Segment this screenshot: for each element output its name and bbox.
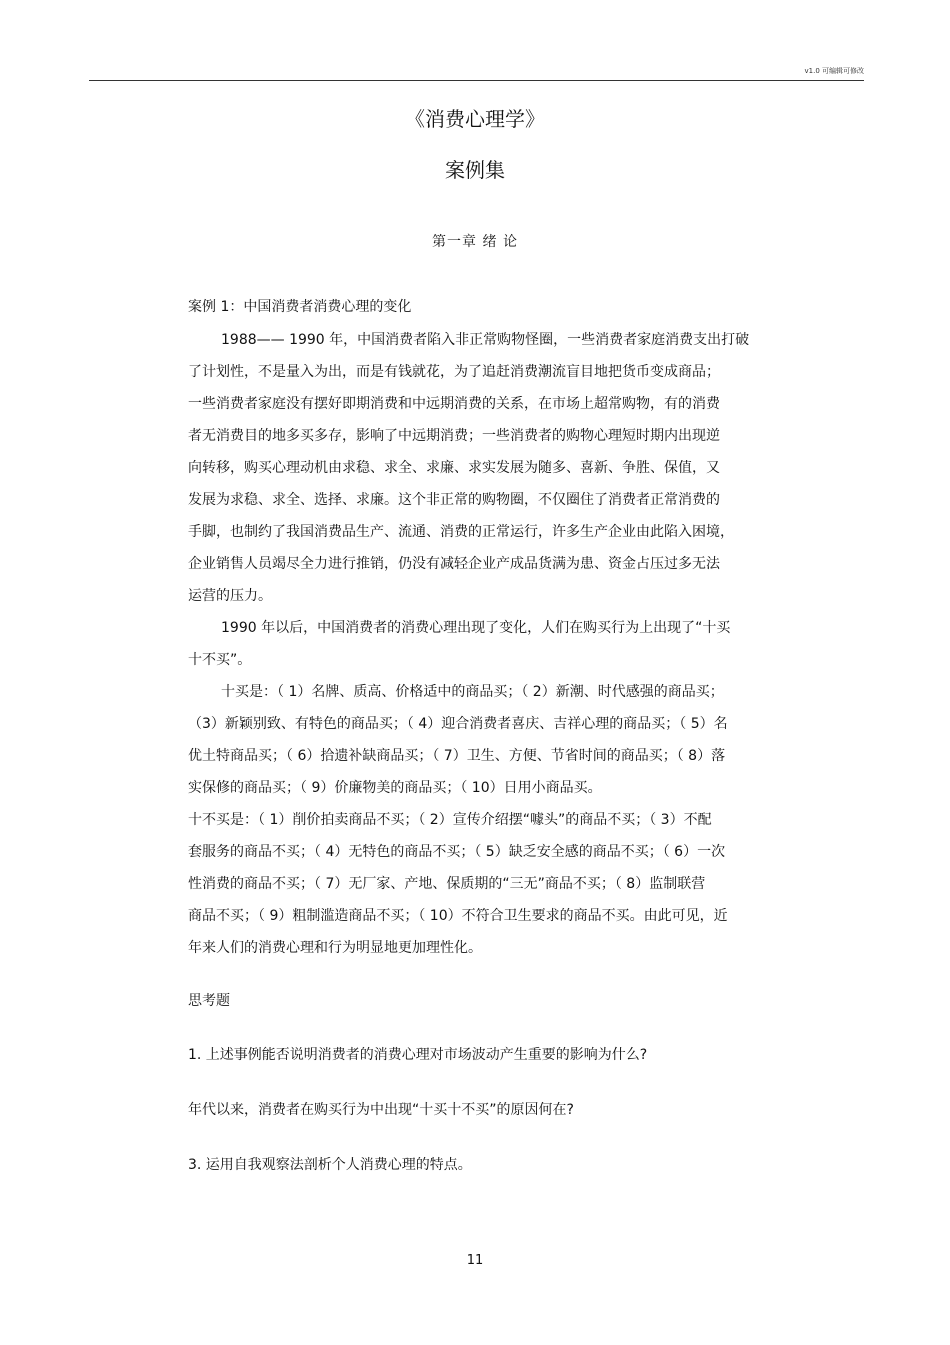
paragraph-line: 一些消费者家庭没有摆好即期消费和中远期消费的关系，在市场上超常购物，有的消费 <box>188 396 720 412</box>
question-item: 3. 运用自我观察法剖析个人消费心理的特点。 <box>188 1157 472 1173</box>
paragraph-line: 企业销售人员竭尽全力进行推销，仍没有减轻企业产成品货满为患、资金占压过多无法 <box>188 556 720 572</box>
paragraph-line: 手脚，也制约了我国消费品生产、流通、消费的正常运行，许多生产企业由此陷入困境， <box>188 524 734 540</box>
paragraph-line: 向转移，购买心理动机由求稳、求全、求廉、求实发展为随多、喜新、争胜、保值，又 <box>188 460 720 476</box>
paragraph-line: 商品不买；（ 9）粗制滥造商品不买；（ 10）不符合卫生要求的商品不买。由此可见，近 <box>188 908 728 924</box>
paragraph-line: 1990 年以后，中国消费者的消费心理出现了变化，人们在购买行为上出现了“十买 <box>221 620 731 636</box>
paragraph-line: 十不买是：（ 1）削价拍卖商品不买；（ 2）宣传介绍摆“噱头”的商品不买；（ 3）不配 <box>188 812 712 828</box>
page-number: 11 <box>466 1253 484 1268</box>
paragraph-line: 十买是：（ 1）名牌、质高、价格适中的商品买；（ 2）新潮、时代感强的商品买； <box>221 684 724 700</box>
header-rule <box>89 80 864 81</box>
chapter-heading: 第一章 绪 论 <box>432 234 518 250</box>
paragraph-line: 实保修的商品买；（ 9）价廉物美的商品买；（ 10）日用小商品买。 <box>188 780 602 796</box>
paragraph-line: 优土特商品买；（ 6）拾遗补缺商品买；（ 7）卫生、方便、节省时间的商品买；（ 8）落 <box>188 748 726 764</box>
header-version-note: v1.0 可编辑可修改 <box>804 67 864 75</box>
paragraph-line: （3）新颖别致、有特色的商品买；（ 4）迎合消费者喜庆、吉祥心理的商品买；（ 5）名 <box>188 716 728 732</box>
paragraph-line: 运营的压力。 <box>188 588 272 604</box>
paragraph-line: 十不买”。 <box>188 652 252 668</box>
document-title: 《消费心理学》 <box>405 107 545 131</box>
paragraph-line: 者无消费目的地多买多存，影响了中远期消费；一些消费者的购物心理短时期内出现逆 <box>188 428 720 444</box>
paragraph-line: 发展为求稳、求全、选择、求廉。这个非正常的购物圈，不仅圈住了消费者正常消费的 <box>188 492 720 508</box>
question-item: 年代以来，消费者在购买行为中出现“十买十不买”的原因何在? <box>188 1102 574 1118</box>
paragraph-line: 了计划性，不是量入为出，而是有钱就花，为了追赶消费潮流盲目地把货币变成商品； <box>188 364 720 380</box>
paragraph-line: 1988—— 1990 年，中国消费者陷入非正常购物怪圈，一些消费者家庭消费支出打破 <box>221 332 750 348</box>
paragraph-line: 年来人们的消费心理和行为明显地更加理性化。 <box>188 940 482 956</box>
questions-heading: 思考题 <box>188 993 230 1009</box>
case-heading: 案例 1：中国消费者消费心理的变化 <box>188 299 412 315</box>
document-subtitle: 案例集 <box>445 158 505 182</box>
paragraph-line: 性消费的商品不买；（ 7）无厂家、产地、保质期的“三无”商品不买；（ 8）监制联营 <box>188 876 706 892</box>
paragraph-line: 套服务的商品不买；（ 4）无特色的商品不买；（ 5）缺乏安全感的商品不买；（ 6）一次 <box>188 844 726 860</box>
question-item: 1. 上述事例能否说明消费者的消费心理对市场波动产生重要的影响为什么? <box>188 1047 648 1063</box>
